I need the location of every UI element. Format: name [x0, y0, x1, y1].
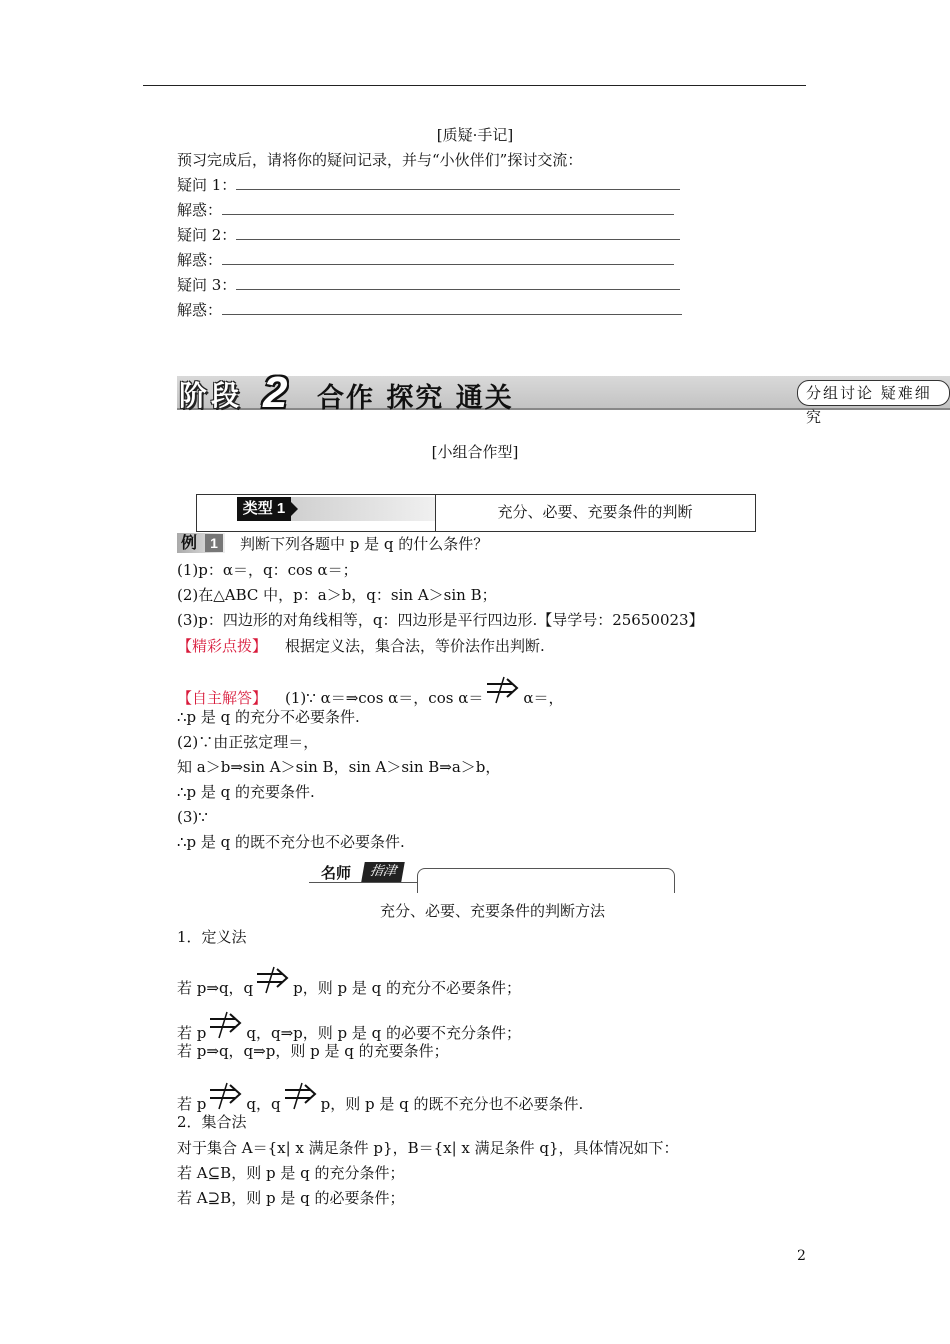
example-item-2: (2)在△ABC 中，p：a＞b，q：sin A＞sin B；: [177, 586, 497, 604]
not-implies-icon: [206, 1087, 246, 1113]
example-badge: [177, 533, 225, 553]
method-1-heading: 1．定义法: [177, 928, 247, 946]
rule-1-part-b: p，则 p 是 q 的充分不必要条件；: [293, 979, 522, 997]
type-label-shade: [291, 497, 435, 521]
banner-title: 合作 探究 通关: [317, 383, 514, 414]
rule-2-part-b: q，q⇒p，则 p 是 q 的必要不充分条件；: [246, 1024, 522, 1042]
answer-3-row: [177, 300, 682, 320]
solution-3-line-1: (3)∵: [177, 808, 208, 826]
solution-1-tail: α＝，: [523, 689, 564, 707]
stage-banner: [177, 368, 950, 426]
hint-label: 【精彩点拨】: [177, 637, 268, 655]
set-rule-2: 若 A⊇B，则 p 是 q 的必要条件；: [177, 1189, 405, 1207]
group-heading: [小组合作型]: [431, 443, 519, 461]
teacher-underline: [309, 882, 417, 883]
teacher-head: 名师: [321, 865, 352, 882]
question-3-blank[interactable]: [236, 277, 680, 290]
banner-number: 2: [263, 368, 288, 417]
answer-3-blank[interactable]: [222, 302, 682, 315]
solution-1-conclusion: ∴p 是 q 的充分不必要条件.: [177, 708, 360, 726]
notes-heading: [质疑·手记]: [436, 126, 514, 144]
rule-1-part-a: 若 p⇒q，q: [177, 979, 254, 997]
solution-1-text: (1)∵ α＝⇒cos α＝，cos α＝: [285, 689, 484, 707]
set-rule-1: 若 A⊆B，则 p 是 q 的充分条件；: [177, 1164, 405, 1182]
type-label: 类型 1: [237, 497, 291, 521]
teacher-frame: [417, 868, 675, 893]
rule-1: [177, 971, 521, 998]
teacher-badge: 指津: [361, 862, 405, 882]
question-3-row: [177, 275, 680, 295]
not-implies-icon: [206, 1016, 246, 1042]
example-badge-label: 例: [181, 533, 198, 552]
rule-2: [177, 1016, 521, 1043]
answer-2-label: 解惑：: [177, 251, 223, 269]
example-item-3: (3)p：四边形的对角线相等，q：四边形是平行四边形.【导学号：25650023】: [177, 611, 704, 629]
set-rule-intro: 对于集合 A＝{x| x 满足条件 p}，B＝{x| x 满足条件 q}，具体情况如下：: [177, 1139, 679, 1157]
solution-2-conclusion: ∴p 是 q 的充要条件.: [177, 783, 315, 801]
answer-2-blank[interactable]: [222, 252, 674, 265]
question-1-blank[interactable]: [236, 177, 680, 190]
answer-1-row: [177, 200, 674, 220]
rule-2-part-a: 若 p: [177, 1024, 207, 1042]
question-2-label: 疑问 2：: [177, 226, 237, 244]
type-arrow-icon: [291, 502, 298, 516]
rule-4-part-a: 若 p: [177, 1095, 207, 1113]
header-rule: [143, 85, 806, 86]
question-2-blank[interactable]: [236, 227, 680, 240]
solution-label: 【自主解答】: [177, 689, 268, 707]
solution-2-line-2: 知 a＞b⇒sin A＞sin B，sin A＞sin B⇒a＞b，: [177, 758, 501, 776]
example-badge-number: 1: [205, 534, 223, 552]
type-title: 充分、必要、充要条件的判断: [497, 503, 693, 521]
hint-text: 根据定义法，集合法，等价法作出判断.: [285, 637, 545, 655]
rule-4-part-c: p，则 p 是 q 的既不充分也不必要条件.: [320, 1095, 584, 1113]
notes-intro: 预习完成后，请将你的疑问记录，并与“小伙伴们”探讨交流：: [177, 151, 583, 169]
teacher-title: 充分、必要、充要条件的判断方法: [379, 902, 605, 920]
answer-3-label: 解惑：: [177, 301, 223, 319]
not-implies-icon: [253, 971, 293, 997]
solution-3-conclusion: ∴p 是 q 的既不充分也不必要条件.: [177, 833, 405, 851]
answer-1-label: 解惑：: [177, 201, 223, 219]
hint-row: [177, 636, 545, 656]
solution-2-line-1: (2)∵由正弦定理＝，: [177, 733, 319, 751]
question-1-label: 疑问 1：: [177, 176, 237, 194]
not-implies-icon: [483, 681, 523, 707]
question-1-row: [177, 175, 680, 195]
solution-1-row: [177, 681, 563, 708]
not-implies-icon: [281, 1087, 321, 1113]
question-3-label: 疑问 3：: [177, 276, 237, 294]
method-2-heading: 2．集合法: [177, 1113, 247, 1131]
page-number: 2: [797, 1248, 806, 1264]
rule-4-part-b: q，q: [246, 1095, 281, 1113]
answer-1-blank[interactable]: [222, 202, 674, 215]
question-2-row: [177, 225, 680, 245]
example-question: 判断下列各题中 p 是 q 的什么条件？: [240, 535, 489, 553]
banner-tag: 分组讨论 疑难细究: [797, 380, 950, 406]
banner-stage: 阶段: [179, 379, 244, 412]
answer-2-row: [177, 250, 674, 270]
type-box: [196, 494, 756, 532]
rule-4: [177, 1087, 583, 1114]
rule-3: 若 p⇒q，q⇒p，则 p 是 q 的充要条件；: [177, 1042, 449, 1060]
example-item-1: (1)p：α＝，q：cos α＝；: [177, 561, 358, 579]
teacher-guide-header: [309, 860, 675, 894]
